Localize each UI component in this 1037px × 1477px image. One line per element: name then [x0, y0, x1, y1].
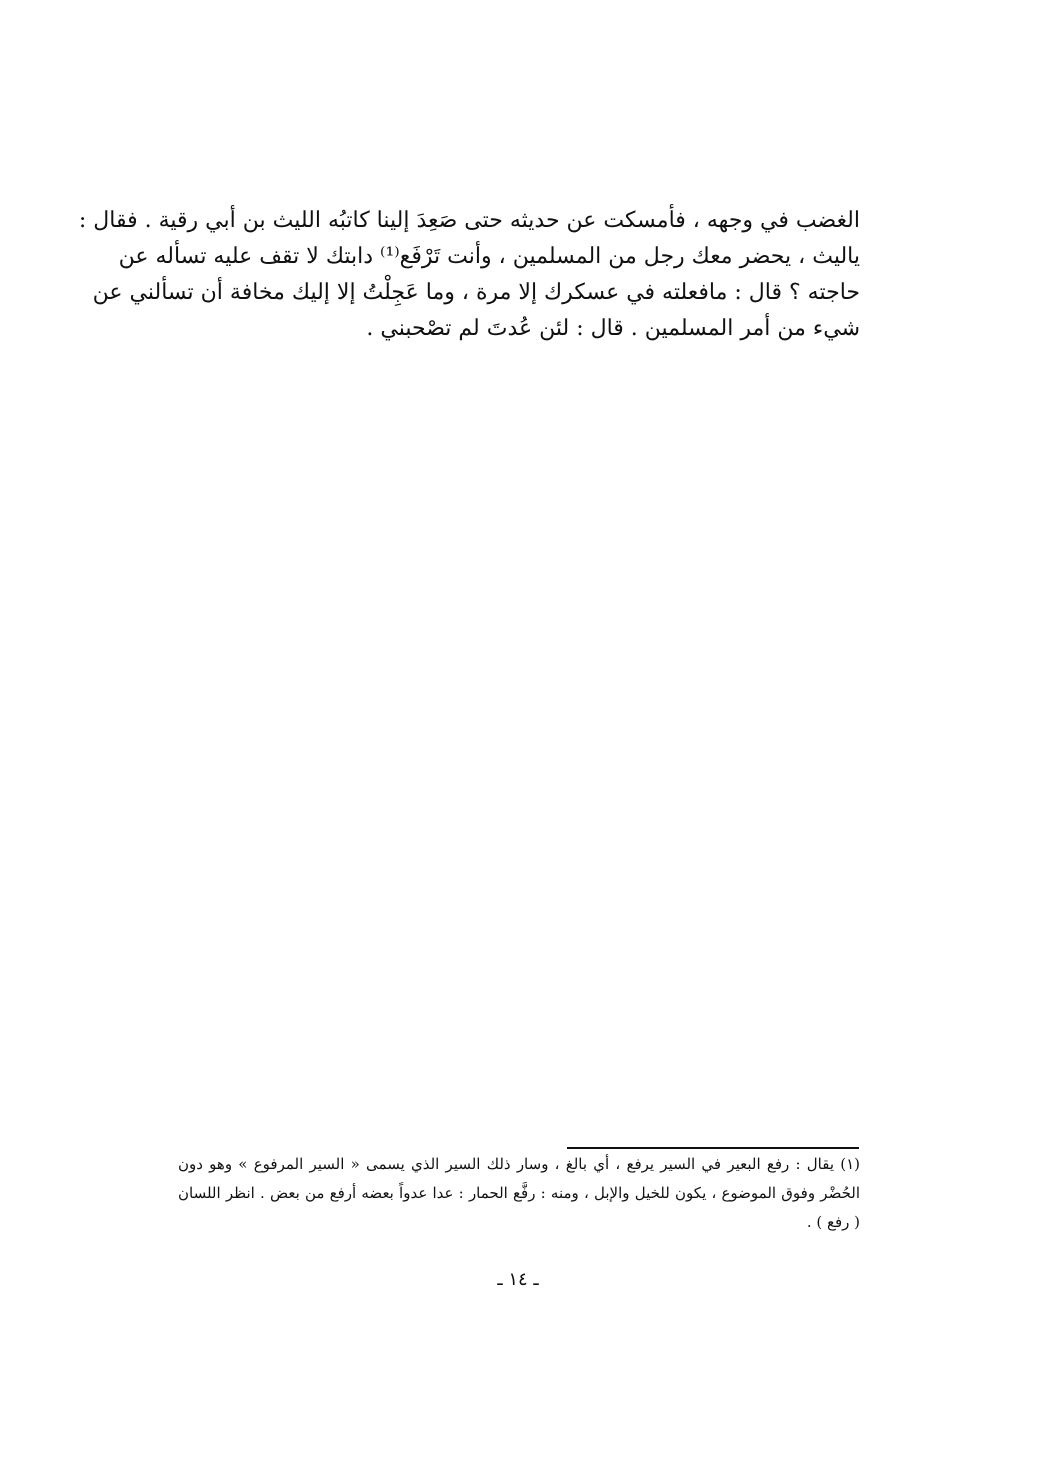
footnote-line: ( رفع ) . [806, 1213, 860, 1231]
text-line: حاجته ؟ قال : مافعلته في عسكرك إلا مرة ، وما عَجِلْتُ إلا إليك مخافة أن تسألني عن [92, 280, 860, 305]
footnotes [178, 1150, 860, 1237]
page-number: ـ ١٤ ـ [497, 1269, 539, 1290]
footnote-line: (١) يقال : رفع البعير في السير يرفع ، أي بالغ ، وسار ذلك السير الذي يسمى « السير المرفوع » وهو دون [178, 1155, 860, 1173]
text-line: ياليث ، يحضر معك رجل من المسلمين ، وأنت تَرْفَع⁽¹⁾ دابتك لا تقف عليه تسأله عن [118, 244, 860, 269]
main-text [78, 203, 860, 347]
text-line: الغضب في وجهه ، فأمسكت عن حديثه حتى صَعِدَ إلينا كاتبُه الليث بن أبي رقية . فقال : [78, 208, 860, 233]
footnote-separator [567, 1147, 859, 1149]
text-line: شيء من أمر المسلمين . قال : لئن عُدتَ لم تصْحبني . [366, 316, 860, 341]
footnote-line: الحُضْر وفوق الموضوع ، يكون للخيل والإبل ، ومنه : رفَّع الحمار : عدا عدواً بعضه أرفع من بعض . انظر اللسان [178, 1184, 860, 1202]
